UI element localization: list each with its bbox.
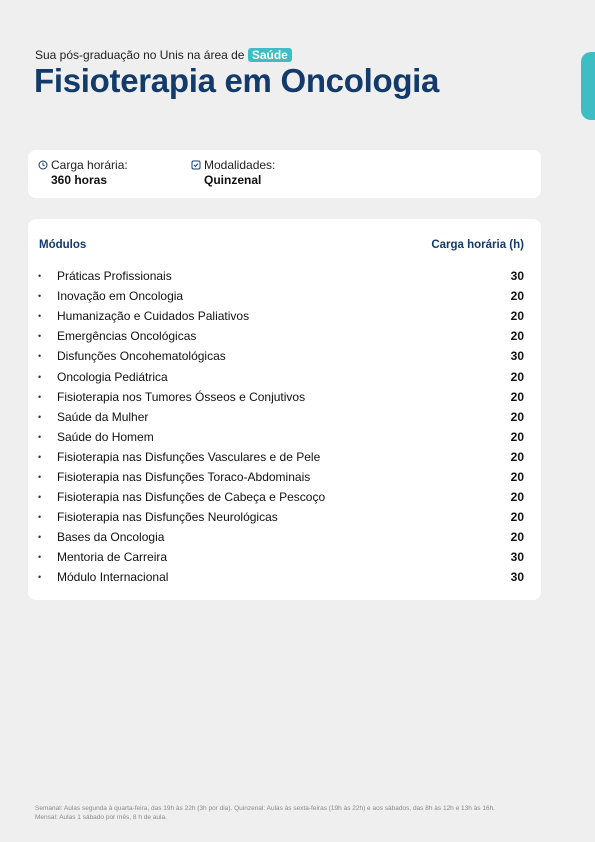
module-hours: 20 bbox=[510, 510, 524, 525]
footnote bbox=[35, 804, 535, 822]
module-hours: 20 bbox=[510, 449, 524, 464]
module-hours: 20 bbox=[510, 409, 524, 424]
modules-header bbox=[39, 239, 524, 251]
module-row bbox=[38, 427, 524, 447]
module-name: Saúde da Mulher bbox=[57, 409, 149, 424]
workload-info bbox=[38, 158, 128, 187]
module-row bbox=[38, 366, 524, 386]
module-hours: 20 bbox=[510, 429, 524, 444]
bullet-icon: • bbox=[38, 431, 42, 442]
bullet-icon: • bbox=[38, 471, 42, 482]
module-hours: 30 bbox=[510, 570, 524, 585]
modality-value: Quinzenal bbox=[204, 173, 262, 187]
module-hours: 20 bbox=[510, 389, 524, 404]
module-row bbox=[38, 547, 524, 567]
module-row bbox=[38, 447, 524, 467]
module-row bbox=[38, 507, 524, 527]
modality-info bbox=[191, 158, 275, 187]
subtitle-prefix: Sua pós-graduação no Unis na área de bbox=[35, 48, 245, 62]
module-row bbox=[38, 487, 524, 507]
bullet-icon: • bbox=[38, 391, 42, 402]
module-name: Práticas Profissionais bbox=[57, 269, 172, 284]
modules-list bbox=[38, 266, 524, 588]
module-name: Fisioterapia nas Disfunções Vasculares e de Pele bbox=[57, 449, 321, 464]
module-row bbox=[38, 306, 524, 326]
module-row bbox=[38, 387, 524, 407]
modules-card bbox=[28, 219, 541, 600]
module-name: Bases da Oncologia bbox=[57, 530, 165, 545]
module-hours: 30 bbox=[510, 269, 524, 284]
module-row bbox=[38, 407, 524, 427]
module-row bbox=[38, 286, 524, 306]
module-row bbox=[38, 567, 524, 587]
module-name: Mentoria de Carreira bbox=[57, 550, 168, 565]
workload-label: Carga horária: bbox=[51, 158, 128, 172]
page-title: Fisioterapia em Oncologia bbox=[34, 62, 440, 99]
module-name: Fisioterapia nas Disfunções Neurológicas bbox=[57, 510, 278, 525]
module-name: Módulo Internacional bbox=[57, 570, 169, 585]
module-name: Emergências Oncológicas bbox=[57, 329, 197, 344]
module-hours: 20 bbox=[510, 369, 524, 384]
bullet-icon: • bbox=[38, 532, 42, 543]
module-row bbox=[38, 467, 524, 487]
module-hours: 20 bbox=[510, 309, 524, 324]
checkbox-icon bbox=[191, 160, 201, 170]
bullet-icon: • bbox=[38, 311, 42, 322]
module-hours: 20 bbox=[510, 469, 524, 484]
module-hours: 20 bbox=[510, 329, 524, 344]
area-tag: Saúde bbox=[248, 48, 292, 62]
bullet-icon: • bbox=[38, 552, 42, 563]
module-row bbox=[38, 326, 524, 346]
bullet-icon: • bbox=[38, 512, 42, 523]
module-hours: 30 bbox=[510, 550, 524, 565]
module-name: Saúde do Homem bbox=[57, 429, 154, 444]
workload-value: 360 horas bbox=[51, 173, 108, 187]
module-row bbox=[38, 527, 524, 547]
module-hours: 20 bbox=[510, 289, 524, 304]
module-name: Disfunções Oncohematológicas bbox=[57, 349, 226, 364]
bullet-icon: • bbox=[38, 492, 42, 503]
bullet-icon: • bbox=[38, 331, 42, 342]
footnote-line-1: Semanal: Aulas segunda à quarta-feira, das 19h às 22h (3h por dia). Quinzenal: Aulas às sexta-feiras (19h às 22h) e aos sábados, das 8h às 12h e 13h às 16h. bbox=[35, 805, 495, 812]
module-name: Fisioterapia nos Tumores Ósseos e Conjutivos bbox=[57, 389, 306, 404]
module-hours: 30 bbox=[510, 349, 524, 364]
bullet-icon: • bbox=[38, 411, 42, 422]
module-name: Oncologia Pediátrica bbox=[57, 369, 168, 384]
bullet-icon: • bbox=[38, 371, 42, 382]
info-card bbox=[28, 150, 541, 198]
module-hours: 20 bbox=[510, 490, 524, 505]
bullet-icon: • bbox=[38, 572, 42, 583]
bullet-icon: • bbox=[38, 351, 42, 362]
module-name: Fisioterapia nas Disfunções Toraco-Abdominais bbox=[57, 469, 311, 484]
bullet-icon: • bbox=[38, 291, 42, 302]
bullet-icon: • bbox=[38, 271, 42, 282]
module-name: Inovação em Oncologia bbox=[57, 289, 184, 304]
side-tab-decoration bbox=[581, 52, 595, 120]
module-row bbox=[38, 266, 524, 286]
bullet-icon: • bbox=[38, 451, 42, 462]
footnote-line-2: Mensal: Aulas 1 sábado por mês, 8 h de aula. bbox=[35, 814, 167, 821]
modality-label: Modalidades: bbox=[204, 158, 276, 172]
module-name: Fisioterapia nas Disfunções de Cabeça e Pescoço bbox=[57, 490, 326, 505]
modules-header-hours: Carga horária (h) bbox=[431, 239, 524, 251]
modules-header-name: Módulos bbox=[39, 239, 87, 251]
page-subtitle bbox=[35, 48, 292, 62]
clock-icon bbox=[38, 160, 48, 170]
module-hours: 20 bbox=[510, 530, 524, 545]
module-name: Humanização e Cuidados Paliativos bbox=[57, 309, 250, 324]
module-row bbox=[38, 346, 524, 366]
